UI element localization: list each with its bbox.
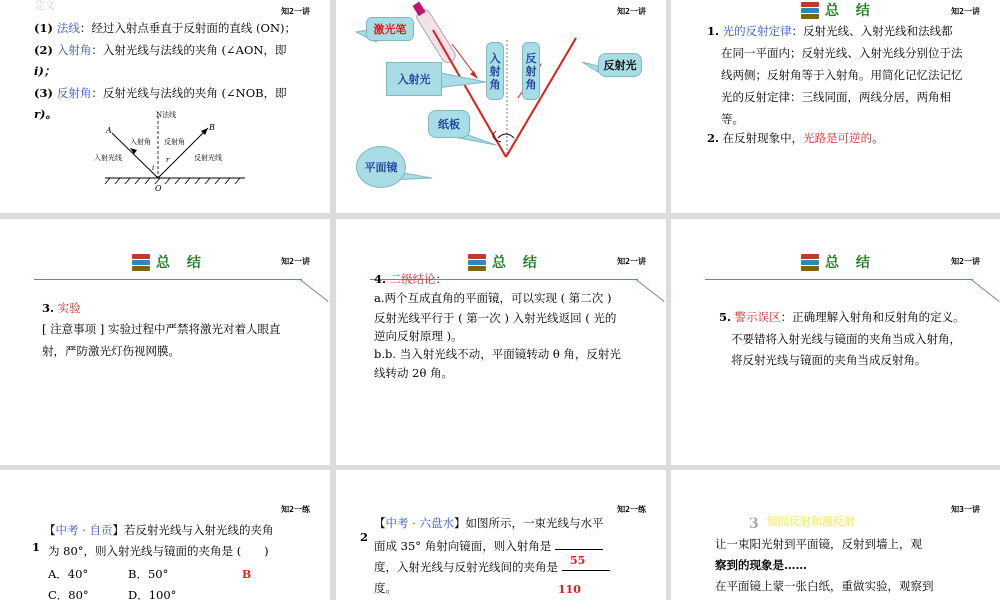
divider-tail	[636, 279, 665, 302]
faded-heading: 定义	[35, 1, 55, 12]
diagram-label: 反射光线	[194, 154, 222, 162]
answer-blank[interactable]	[562, 558, 610, 571]
reflection-diagram	[90, 108, 260, 194]
body-line: 等。	[721, 112, 744, 126]
body-line: 不要错将入射光线与镜面的夹角当成入射角，	[731, 332, 961, 346]
law-of-reflection: 1. 光的反射定律：反射光线、入射光线和法线都	[707, 24, 953, 38]
diagram-label: r	[166, 156, 170, 164]
diagram-label: 入射角	[130, 138, 151, 146]
definition-incident-angle: (2) 入射角：入射光线与法线的夹角 (∠AON，即	[34, 43, 287, 57]
slide-8-thumbnail[interactable]	[336, 470, 666, 600]
slide-2-thumbnail[interactable]	[336, 0, 666, 213]
question-line: 度，入射光线与反射光线间的夹角是	[374, 557, 610, 578]
slide-tag: 知2一讲	[617, 7, 646, 16]
answer-1: 55	[570, 554, 586, 567]
body-line: 将反射光线与镜面的夹角当成反射角。	[731, 353, 927, 367]
option-b: B．50°	[128, 567, 169, 581]
slide-tag: 知2一练	[617, 505, 646, 514]
summary-heading: 总 结	[801, 252, 876, 272]
body-line: 线两侧；反射角等于入射角。用简化记忆法记忆	[721, 68, 963, 82]
definition-incident-tail: i)；	[34, 64, 56, 78]
callout-incident-angle: 入 射 角	[486, 42, 504, 100]
answer-mark: B	[242, 568, 252, 581]
question-number: 2	[360, 530, 369, 544]
summary-heading: 总 结	[468, 252, 543, 272]
diagram-label: O	[155, 184, 162, 193]
section-number: 3	[749, 516, 759, 532]
summary-heading: 总 结	[132, 252, 207, 272]
body-line: 线转动 2θ 角。	[374, 366, 454, 380]
callout-reflect-angle: 反 射 角	[522, 42, 540, 100]
callout-plane-mirror: 平面镜	[356, 146, 406, 188]
books-icon	[801, 1, 819, 19]
slide-6-thumbnail[interactable]	[671, 219, 1000, 465]
diagram-label: B	[209, 123, 215, 132]
section-title: 镜面反射和漫反射	[767, 515, 855, 528]
callout-reflected-light: 反射光	[598, 53, 642, 77]
question-line: 面成 35° 角射向镜面，则入射角是	[374, 536, 603, 557]
slide-3-thumbnail[interactable]	[671, 0, 1000, 213]
slide-5-thumbnail[interactable]	[336, 219, 666, 465]
divider-tail	[300, 279, 329, 302]
slide-7-thumbnail[interactable]	[0, 470, 330, 600]
slide-1-thumbnail[interactable]	[0, 0, 330, 213]
question-line: 度。	[374, 581, 397, 595]
body-line: 逆向反射原理 )。	[374, 329, 463, 343]
body-line: 光的反射定律：三线同面，两线分居，两角相	[721, 90, 951, 104]
option-c: C．80°	[48, 588, 89, 600]
slide-tag: 知2一讲	[281, 257, 310, 266]
diagram-label: N法线	[156, 111, 177, 119]
definition-normal: (1) 法线：经过入射点垂直于反射面的直线 (ON)；	[34, 21, 297, 35]
callout-incident-light: 入射光	[386, 62, 442, 96]
experiment-heading: 3. 实验	[42, 301, 81, 315]
slide-9-thumbnail[interactable]	[671, 470, 1000, 600]
diagram-label: A	[106, 126, 112, 135]
body-line: 察到的现象是……	[715, 558, 807, 572]
slide-tag: 知2一练	[281, 505, 310, 514]
books-icon	[801, 253, 819, 271]
question-number: 1	[32, 540, 41, 554]
divider	[705, 279, 973, 280]
diagram-label: 入射光线	[94, 154, 122, 162]
question-line: 为 80°，则入射光线与镜面的夹角是 ( )	[48, 544, 269, 558]
slide-tag: 知2一讲	[951, 7, 980, 16]
body-line: 射，严防激光灯伤视网膜。	[42, 344, 180, 358]
question-line: 【中考 · 自贡】若反射光线与入射光线的夹角	[44, 523, 274, 537]
option-a: A．40°	[48, 567, 89, 581]
body-line: [ 注意事项 ] 实验过程中严禁将激光对着人眼直	[42, 322, 281, 336]
body-line: b.b. 当入射光线不动，平面镜转动 θ 角，反射光	[374, 347, 621, 361]
slide-tag: 知3一讲	[951, 505, 980, 514]
summary-heading: 总 结	[801, 0, 876, 20]
slide-tag: 知2一讲	[617, 257, 646, 266]
body-line: 在平面镜上蒙一张白纸，重做实验，观察到	[715, 579, 934, 593]
callout-laser-pen: 激光笔	[366, 17, 414, 41]
secondary-conclusion-heading: 4. 二级结论：	[374, 272, 448, 286]
books-icon	[132, 253, 150, 271]
definition-reflect-angle: (3) 反射角：反射光线与法线的夹角 (∠NOB，即	[34, 86, 287, 100]
definition-reflect-tail: r)。	[34, 107, 57, 121]
diagram-label: i	[152, 164, 155, 172]
divider-tail	[971, 279, 1000, 302]
slide-tag: 知2一讲	[281, 7, 310, 16]
option-d: D．100°	[128, 588, 177, 600]
question-line: 【中考 · 六盘水】如图所示，一束光线与水平	[374, 516, 604, 530]
books-icon	[468, 253, 486, 271]
slide-4-thumbnail[interactable]	[0, 219, 330, 465]
body-line: 反射光线平行于 ( 第一次 ) 入射光线返回 ( 光的	[374, 311, 617, 325]
reversibility-note: 2. 在反射现象中，光路是可逆的。	[707, 131, 884, 145]
answer-2: 110	[558, 583, 581, 596]
diagram-label: 反射角	[164, 138, 185, 146]
callout-paper-board: 纸板	[428, 110, 470, 138]
body-line: a.两个互成直角的平面镜，可以实现 ( 第二次 )	[374, 291, 612, 305]
body-line: 让一束阳光射到平面镜，反射到墙上，观	[715, 537, 922, 551]
slide-tag: 知2一讲	[951, 257, 980, 266]
divider	[34, 279, 302, 280]
warning-heading: 5. 警示误区：正确理解入射角和反射角的定义。	[719, 310, 965, 324]
answer-blank[interactable]	[555, 537, 603, 550]
body-line: 在同一平面内；反射光线、入射光线分别位于法	[721, 46, 963, 60]
